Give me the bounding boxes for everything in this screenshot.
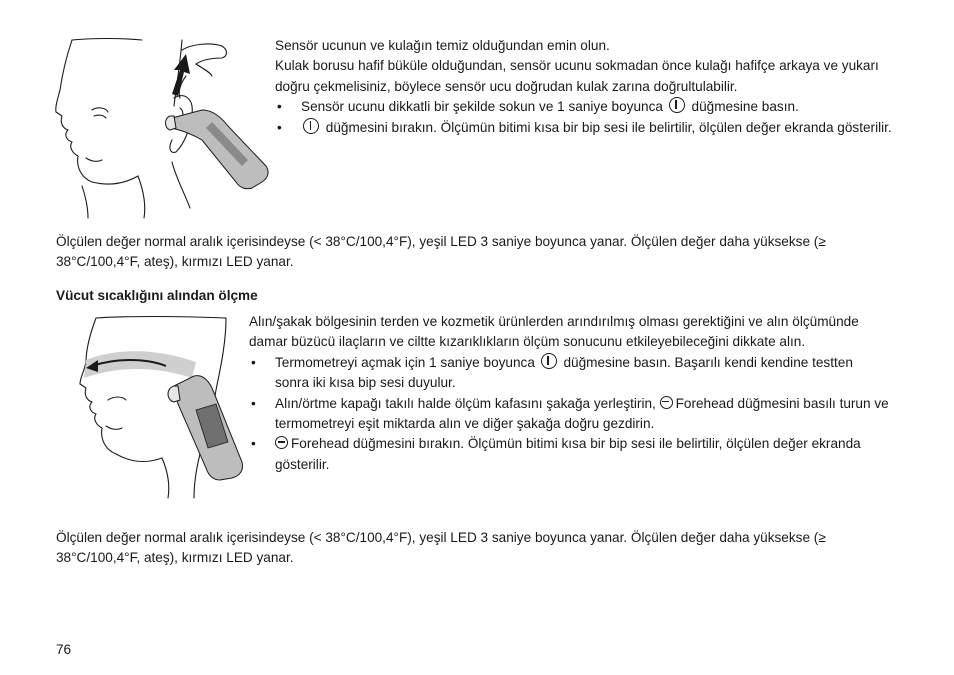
ear-intro-1: Sensör ucunun ve kulağın temiz olduğundan emin olun. <box>275 38 610 53</box>
forehead-result-note: Ölçülen değer normal aralık içerisindeyse (< 38°C/100,4°F), yeşil LED 3 saniye boyunca yanar. Ölçülen değer daha yüksekse (≥ 38°C/100,4°F, ateş), kırmızı LED yanar. <box>56 530 826 566</box>
forehead-step-3: • Forehead düğmesini bırakın. Ölçümün bitimi kısa bir bip sesi ile belirtilir, ölçülen değer ekranda gösterilir. <box>249 434 889 475</box>
forehead-button-icon <box>660 396 673 409</box>
ear-result-note: Ölçülen değer normal aralık içerisindeyse (< 38°C/100,4°F), yeşil LED 3 saniye boyunca yanar. Ölçülen değer daha yüksekse (≥ 38°C/100,4°F, ateş), kırmızı LED yanar. <box>56 234 826 270</box>
power-button-icon <box>303 118 319 134</box>
ear-step-1: • Sensör ucunu dikkatli bir şekilde sokun ve 1 saniye boyunca düğmesine basın. <box>275 97 895 117</box>
forehead-measurement-illustration <box>66 314 246 500</box>
forehead-instructions <box>249 312 889 475</box>
ear-measurement-illustration <box>52 36 270 220</box>
forehead-button-icon <box>275 436 288 449</box>
power-button-icon <box>541 353 557 369</box>
forehead-intro: Alın/şakak bölgesinin terden ve kozmetik ürünlerden arındırılmış olması gerektiğini ve alın ölçümünde damar büzücü ilaçların ve ciltte kızarıklıkların ölçüm sonucunu etkileyebileceğini dikkate alın. <box>249 314 859 350</box>
ear-instructions <box>275 36 895 138</box>
page-number: 76 <box>56 642 72 657</box>
forehead-step-1: • Termometreyi açmak için 1 saniye boyunca düğmesine basın. Başarılı kendi kendine testten sonra iki kısa bip sesi duyulur. <box>249 353 889 394</box>
forehead-step-2: • Alın/örtme kapağı takılı halde ölçüm kafasını şakağa yerleştirin, Forehead düğmesini basılı turun ve termometreyi eşit miktarda alın ve diğer şakağa doğru gezdirin. <box>249 394 889 435</box>
forehead-section-heading: Vücut sıcaklığını alından ölçme <box>56 288 258 303</box>
ear-step-2: • düğmesini bırakın. Ölçümün bitimi kısa bir bip sesi ile belirtilir, ölçülen değer ekranda gösterilir. <box>275 118 895 138</box>
ear-intro-2: Kulak borusu hafif büküle olduğundan, sensör ucunu sokmadan önce kulağı hafifçe arkaya ve yukarı doğru çekmelisiniz, böylece sensör ucu doğrudan kulak zarına doğrultulabilir. <box>275 58 879 94</box>
power-button-icon <box>669 97 685 113</box>
